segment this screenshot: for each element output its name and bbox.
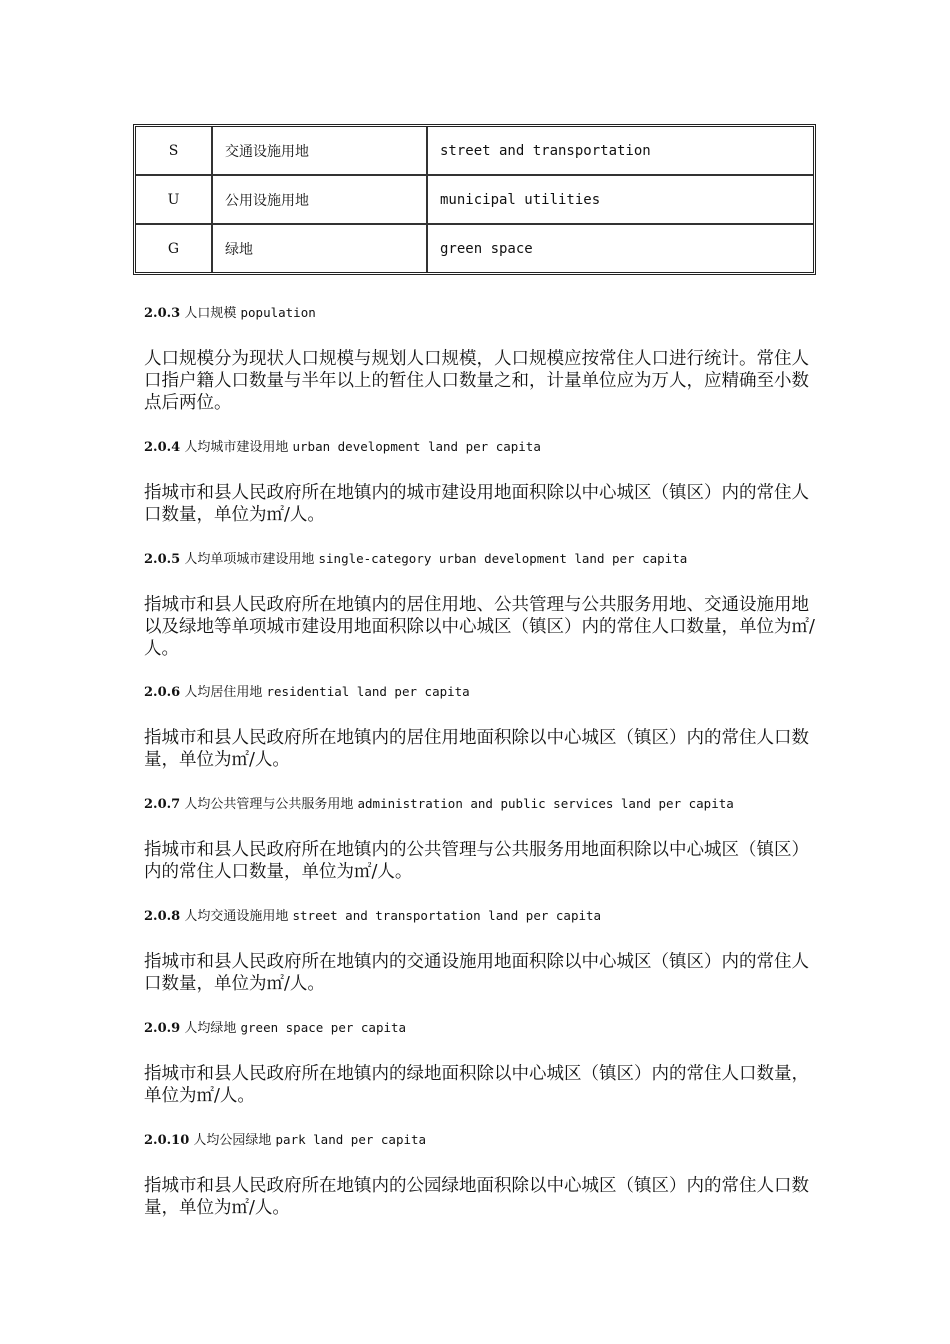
term-english: residential land per capita bbox=[266, 684, 470, 699]
table-cell-code: G bbox=[136, 224, 212, 272]
clause-number: 2.0.3 bbox=[144, 306, 181, 321]
term-chinese: 人均公共管理与公共服务用地 bbox=[184, 797, 354, 812]
term-chinese: 人均绿地 bbox=[184, 1021, 237, 1036]
table-cell-code: U bbox=[136, 175, 212, 224]
entry-2-0-3 bbox=[144, 304, 824, 414]
clause-number: 2.0.6 bbox=[144, 685, 181, 700]
land-use-table bbox=[133, 124, 816, 275]
term-chinese: 人口规模 bbox=[184, 306, 237, 321]
term-definition: 指城市和县人民政府所在地镇内的居住用地、公共管理与公共服务用地、交通设施用地以及绿地等单项城市建设用地面积除以中心城区（镇区）内的常住人口数量，单位为㎡/人。 bbox=[144, 595, 815, 659]
term-heading bbox=[144, 438, 824, 457]
clause-number: 2.0.7 bbox=[144, 797, 181, 812]
clause-number: 2.0.9 bbox=[144, 1021, 181, 1036]
term-chinese: 人均城市建设用地 bbox=[184, 440, 289, 455]
term-english: green space per capita bbox=[240, 1020, 407, 1035]
clause-number: 2.0.4 bbox=[144, 440, 181, 455]
term-heading bbox=[144, 1131, 824, 1150]
term-english: urban development land per capita bbox=[292, 439, 541, 454]
term-definition: 指城市和县人民政府所在地镇内的公园绿地面积除以中心城区（镇区）内的常住人口数量，单位为㎡/人。 bbox=[144, 1176, 809, 1218]
table-cell-chinese: 公用设施用地 bbox=[212, 175, 427, 224]
term-english: street and transportation land per capita bbox=[292, 908, 602, 923]
term-english: population bbox=[240, 305, 316, 320]
term-definition: 指城市和县人民政府所在地镇内的公共管理与公共服务用地面积除以中心城区（镇区）内的常住人口数量，单位为㎡/人。 bbox=[144, 840, 809, 882]
term-heading bbox=[144, 795, 824, 814]
table-cell-english: green space bbox=[427, 224, 813, 272]
entry-2-0-6 bbox=[144, 683, 824, 771]
term-heading bbox=[144, 683, 824, 702]
table-row bbox=[136, 127, 813, 175]
clause-number: 2.0.5 bbox=[144, 552, 181, 567]
term-english: park land per capita bbox=[275, 1132, 427, 1147]
term-heading bbox=[144, 907, 824, 926]
table-cell-english: municipal utilities bbox=[427, 175, 813, 224]
term-english: administration and public services land per capita bbox=[357, 796, 734, 811]
table-cell-english: street and transportation bbox=[427, 127, 813, 175]
term-definition: 人口规模分为现状人口规模与规划人口规模，人口规模应按常住人口进行统计。常住人口指户籍人口数量与半年以上的暂住人口数量之和，计量单位应为万人，应精确至小数点后两位。 bbox=[144, 349, 809, 413]
term-heading bbox=[144, 1019, 824, 1038]
table-row bbox=[136, 224, 813, 272]
entry-2-0-9 bbox=[144, 1019, 824, 1107]
land-use-table-grid bbox=[136, 127, 813, 272]
term-heading bbox=[144, 550, 824, 569]
term-chinese: 人均单项城市建设用地 bbox=[184, 552, 315, 567]
term-chinese: 人均交通设施用地 bbox=[184, 909, 289, 924]
term-chinese: 人均公园绿地 bbox=[193, 1133, 272, 1148]
term-definition: 指城市和县人民政府所在地镇内的城市建设用地面积除以中心城区（镇区）内的常住人口数量，单位为㎡/人。 bbox=[144, 483, 809, 525]
term-definition: 指城市和县人民政府所在地镇内的绿地面积除以中心城区（镇区）内的常住人口数量，单位为㎡/人。 bbox=[144, 1064, 809, 1106]
entry-2-0-5 bbox=[144, 550, 824, 660]
table-cell-chinese: 绿地 bbox=[212, 224, 427, 272]
entry-2-0-10 bbox=[144, 1131, 824, 1219]
term-definition: 指城市和县人民政府所在地镇内的居住用地面积除以中心城区（镇区）内的常住人口数量，单位为㎡/人。 bbox=[144, 728, 809, 770]
table-row bbox=[136, 175, 813, 224]
clause-number: 2.0.10 bbox=[144, 1133, 190, 1148]
table-cell-chinese: 交通设施用地 bbox=[212, 127, 427, 175]
entry-2-0-8 bbox=[144, 907, 824, 995]
term-english: single-category urban development land per capita bbox=[318, 551, 688, 566]
table-cell-code: S bbox=[136, 127, 212, 175]
entry-2-0-4 bbox=[144, 438, 824, 526]
term-definition: 指城市和县人民政府所在地镇内的交通设施用地面积除以中心城区（镇区）内的常住人口数量，单位为㎡/人。 bbox=[144, 952, 809, 994]
entry-2-0-7 bbox=[144, 795, 824, 883]
term-heading bbox=[144, 304, 824, 323]
term-chinese: 人均居住用地 bbox=[184, 685, 263, 700]
clause-number: 2.0.8 bbox=[144, 909, 181, 924]
